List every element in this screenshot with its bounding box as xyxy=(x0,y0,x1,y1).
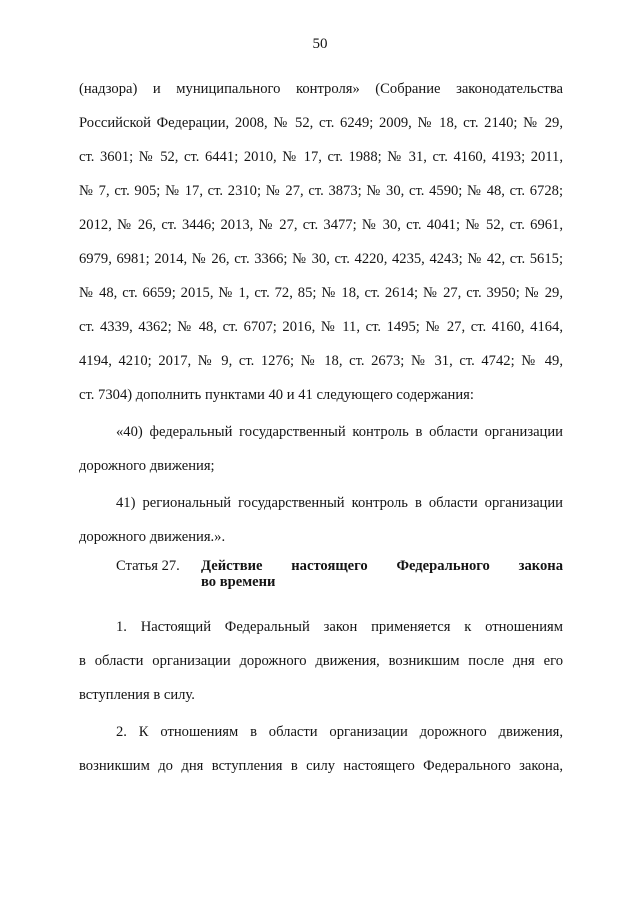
text-line: Российской Федерации, 2008, № 52, ст. 6249; 2009, № 18, ст. 2140; № 29, xyxy=(79,115,563,131)
article-title-line: Действие настоящего Федерального закона xyxy=(201,558,563,574)
part-2-paragraph xyxy=(79,715,563,783)
document-body xyxy=(79,72,563,783)
text-line: 2. К отношениям в области организации дорожного движения, xyxy=(116,724,563,740)
page-number: 50 xyxy=(312,36,328,52)
article-title-line: во времени xyxy=(201,574,276,590)
article-title xyxy=(201,558,563,590)
text-line: вступления в силу. xyxy=(79,687,195,703)
article-heading xyxy=(79,558,563,590)
text-line: дорожного движения.». xyxy=(79,529,226,545)
text-line: ст. 4339, 4362; № 48, ст. 6707; 2016, № 11, ст. 1495; № 27, ст. 4160, 4164, xyxy=(79,319,563,335)
text-line: 2012, № 26, ст. 3446; 2013, № 27, ст. 3477; № 30, ст. 4041; № 52, ст. 6961, xyxy=(79,217,563,233)
item-41-paragraph xyxy=(79,486,563,554)
text-line: 4194, 4210; 2017, № 9, ст. 1276; № 18, ст. 2673; № 31, ст. 4742; № 49, xyxy=(79,353,563,369)
part-1-paragraph xyxy=(79,610,563,712)
text-line: (надзора) и муниципального контроля» (Собрание законодательства xyxy=(79,81,563,97)
item-40-paragraph xyxy=(79,415,563,483)
text-line: дорожного движения; xyxy=(79,458,215,474)
text-line: возникшим до дня вступления в силу настоящего Федерального закона, xyxy=(79,758,563,774)
text-line: ст. 7304) дополнить пунктами 40 и 41 следующего содержания: xyxy=(79,387,474,403)
text-line: ст. 3601; № 52, ст. 6441; 2010, № 17, ст. 1988; № 31, ст. 4160, 4193; 2011, xyxy=(79,149,563,165)
text-line: «40) федеральный государственный контроль в области организации xyxy=(116,424,563,440)
text-line: № 48, ст. 6659; 2015, № 1, ст. 72, 85; № 18, ст. 2614; № 27, ст. 3950; № 29, xyxy=(79,285,563,301)
text-line: № 7, ст. 905; № 17, ст. 2310; № 27, ст. 3873; № 30, ст. 4590; № 48, ст. 6728; xyxy=(79,183,563,199)
article-label: Статья 27. xyxy=(116,558,180,574)
text-line: 1. Настоящий Федеральный закон применяется к отношениям xyxy=(116,619,563,635)
amendment-paragraph xyxy=(79,72,563,412)
text-line: в области организации дорожного движения, возникшим после дня его xyxy=(79,653,563,669)
text-line: 6979, 6981; 2014, № 26, ст. 3366; № 30, ст. 4220, 4235, 4243; № 42, ст. 5615; xyxy=(79,251,563,267)
text-line: 41) региональный государственный контроль в области организации xyxy=(116,495,563,511)
